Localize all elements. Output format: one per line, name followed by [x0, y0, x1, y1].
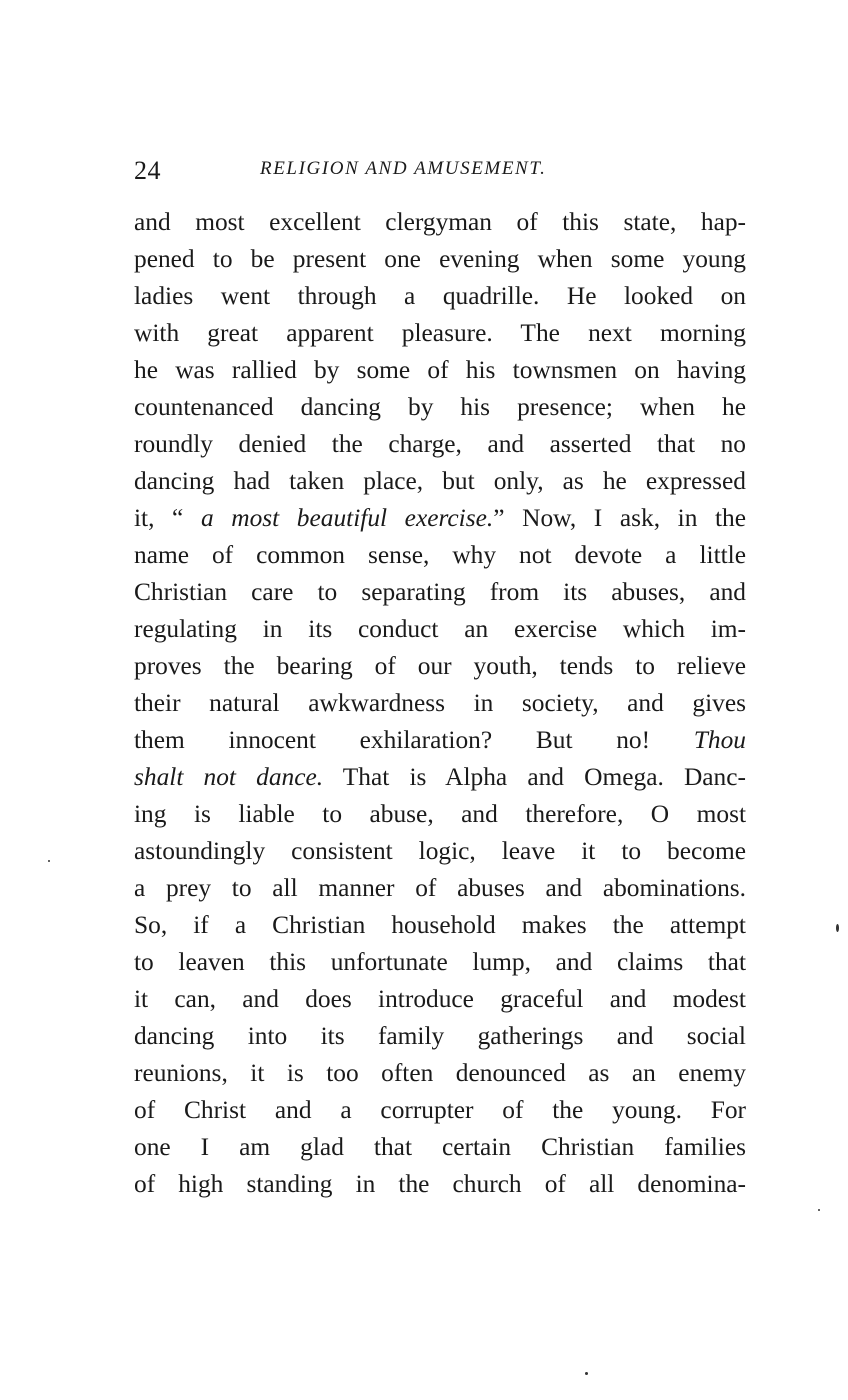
scan-speck [585, 1372, 588, 1375]
text-line: shalt not dance. That is Alpha and Omega. Danc- [134, 763, 746, 791]
text-line: and most excellent clergyman of this state, hap- [134, 208, 746, 236]
text-line: reunions, it is too often denounced as an enemy [134, 1059, 746, 1087]
text-line: astoundingly consistent logic, leave it to become [134, 837, 746, 865]
scan-speck [818, 1209, 820, 1211]
page-header [134, 152, 746, 192]
text-line: dancing had taken place, but only, as he expressed [134, 467, 746, 495]
page-number: 24 [134, 156, 161, 185]
scan-speck [836, 924, 839, 932]
text-line: So, if a Christian household makes the attempt [134, 911, 746, 939]
italic-quote: a most beautiful exercise. [200, 504, 494, 532]
text-line: ladies went through a quadrille. He looked on [134, 282, 746, 310]
text-line: of high standing in the church of all denomina- [134, 1170, 746, 1198]
text-line: ing is liable to abuse, and therefore, O most [134, 800, 746, 828]
running-title: RELIGION AND AMUSEMENT. [260, 158, 547, 179]
text-line: roundly denied the charge, and asserted that no [134, 430, 746, 458]
text-line: their natural awkwardness in society, and gives [134, 689, 746, 717]
text-line: he was rallied by some of his townsmen on having [134, 356, 746, 384]
text-line: Christian care to separating from its abuses, and [134, 578, 746, 606]
text-line: it can, and does introduce graceful and modest [134, 985, 746, 1013]
text-line: with great apparent pleasure. The next morning [134, 319, 746, 347]
text-line: regulating in its conduct an exercise which im- [134, 615, 746, 643]
text-line: dancing into its family gatherings and social [134, 1022, 746, 1050]
italic-commandment: shalt not dance. [134, 763, 324, 791]
text-line: to leaven this unfortunate lump, and claims that [134, 948, 746, 976]
text-line: it, “ a most beautiful exercise.” Now, I ask, in the [134, 504, 747, 532]
italic-commandment: Thou [693, 726, 746, 754]
body-text [134, 204, 746, 1203]
text-line: one I am glad that certain Christian families [134, 1133, 746, 1161]
text-line: them innocent exhilaration? But no! Thou [134, 726, 746, 754]
text-line: a prey to all manner of abuses and abominations. [134, 874, 746, 902]
text-line: countenanced dancing by his presence; when he [134, 393, 746, 421]
scan-speck [48, 860, 50, 862]
text-line: pened to be present one evening when some young [134, 245, 746, 273]
text-line: proves the bearing of our youth, tends to relieve [134, 652, 746, 680]
text-line: name of common sense, why not devote a little [134, 541, 746, 569]
text-line: of Christ and a corrupter of the young. For [134, 1096, 746, 1124]
